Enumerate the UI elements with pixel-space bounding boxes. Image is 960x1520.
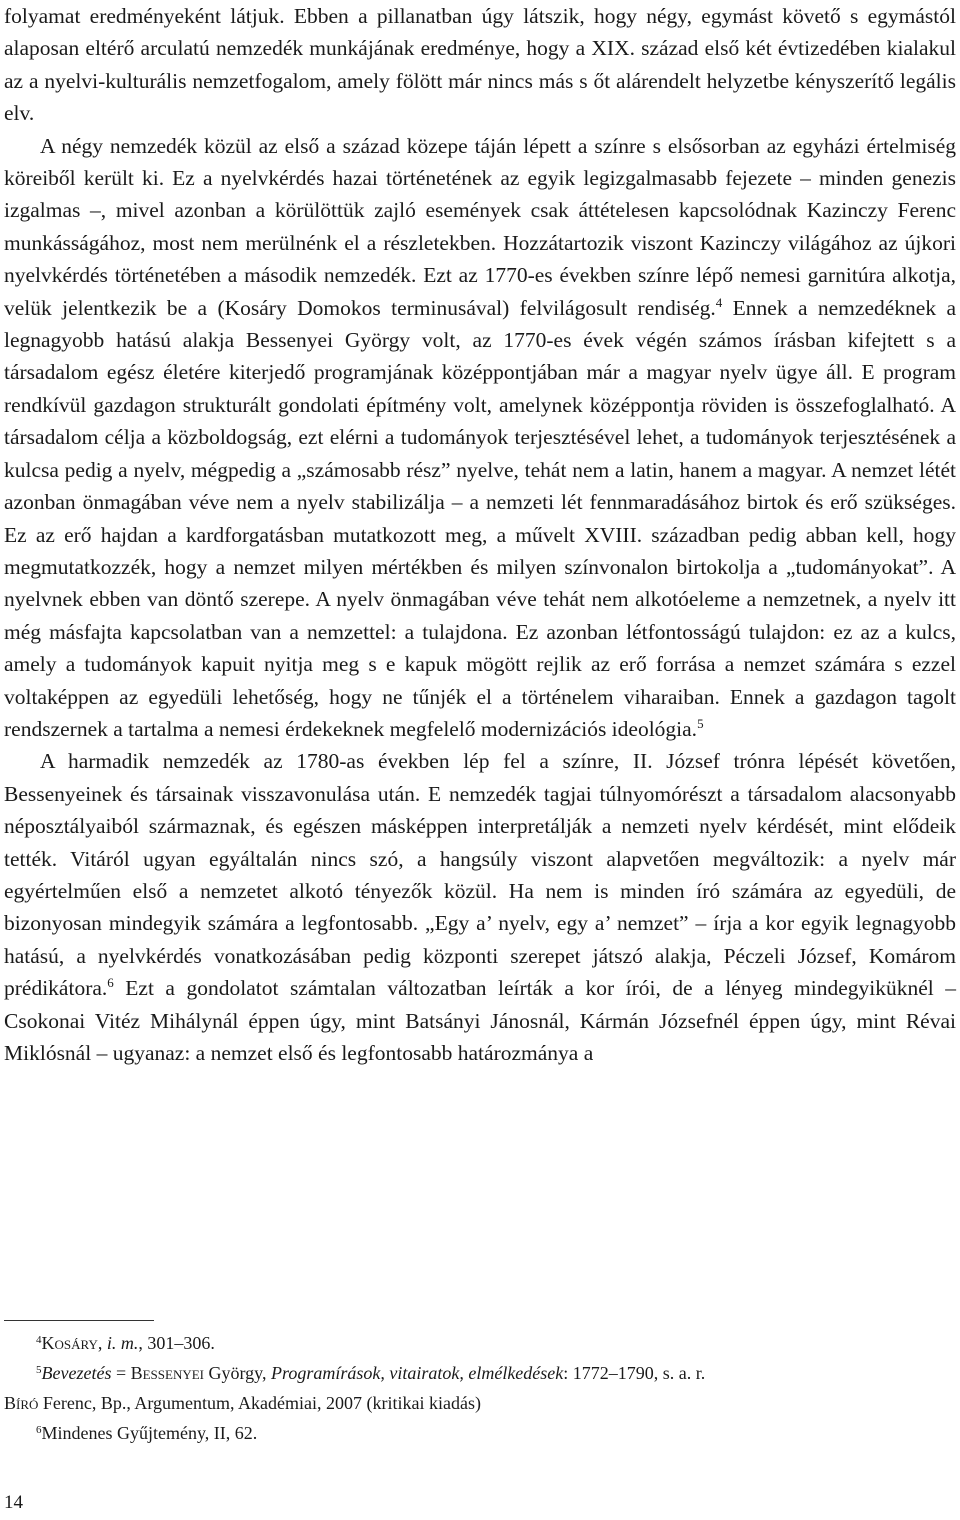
footnote-6 xyxy=(4,1418,956,1448)
footnote-divider xyxy=(4,1320,154,1321)
footnote-editor: Bíró xyxy=(4,1393,39,1413)
footnote-ref-5[interactable]: 5 xyxy=(697,715,704,731)
paragraph xyxy=(4,130,956,746)
footnote-number: 5 xyxy=(36,1364,42,1376)
footnote-number: 4 xyxy=(36,1334,42,1346)
paragraph-text: Ezt a gondolatot számtalan változatban leírták a kor írói, de a lényeg mindegyiküknél – Csokonai Vitéz Mihálynál éppen úgy, mint Batsányi Jánosnál, Kármán Józsefnél éppen úgy, mint Révai Miklósnál – ugyanaz: a nemzet első és legfontosabb határozmánya a xyxy=(4,976,956,1065)
footnote-5 xyxy=(4,1358,956,1388)
paragraph-text: folyamat eredményeként látjuk. Ebben a pillanatban úgy látszik, hogy négy, egymást követő s egymástól alaposan eltérő arculatú nemzedék munkájának eredménye, hogy a XIX. század első két évtizedében kialakul az a nyelvi-kulturális nemzetfogalom, amely fölött már nincs más s őt alárendelt helyzetbe kényszerítő legális elv. xyxy=(4,4,956,126)
footnote-title: Bevezetés xyxy=(41,1363,112,1383)
footnote-text: Mindenes Gyűjtemény, II, 62. xyxy=(41,1423,258,1443)
footnote-text: : 1772–1790, s. a. r. xyxy=(563,1363,706,1383)
footnote-author: Kosáry xyxy=(41,1333,98,1353)
footnote-5-continuation xyxy=(4,1388,956,1418)
paragraph-text: Ennek a nemzedéknek a legnagyobb hatású alakja Bessenyei György volt, az 1770-es évek végén számos írásban kifejtett s a társadalom egész életére kiterjedő programjának középpontjában már a magyar nyelv ügye áll. E program rendkívül gazdagon strukturált gondolati építmény volt, amelynek középpontja röviden is összefoglalható. A társadalom célja a közboldogság, ezt elérni a tudományok terjesztésével lehet, a tudományok terjesztésének a kulcsa pedig a nyelv, mégpedig a „számosabb rész” nyelve, tehát nem a latin, hanem a magyar. A nemzet létét azonban önmagában véve nem a nyelv stabilizálja – a nemzeti lét fennmaradásához birtok és erő szükséges. Ez az erő hajdan a kardforgatásban mutatkozott meg, a művelt XVIII. században pedig abban kell, hogy megmutatkozzék, hogy a nemzet milyen mértékben és milyen színvonalon birtokolja a „tudományokat”. A nyelvnek ebben van döntő szerepe. A nyelv önmagában véve tehát nem alkotóeleme a nemzetnek, a nyelv itt még másfajta kapcsolatban van a nemzettel: a tulajdona. Ez azonban létfontosságú tulajdon: ez az a kulcs, amely a tudományok kapuit nyitja meg s e kapuk mögött rejlik az erő forrása a nemzet számára s ezzel voltaképpen az egyedüli lehetőség, hogy ne tűnjék el a történelem viharaiban. Ennek a gazdagon tagolt rendszernek a tartalma a nemesi érdekeknek megfelelő modernizációs ideológia. xyxy=(4,295,957,741)
footnote-text: György, xyxy=(204,1363,272,1383)
paragraph-text: A négy nemzedék közül az első a század közepe táján lépett a színre s elsősorban az egyházi értelmiség köreiből került ki. Ez a nyelvkérdés hazai történetének az egyik legizgalmasabb fejezete – minden genezis izgalmas –, mivel azonban a körülöttük zajló események csak áttételesen kapcsolódnak Kazinczy Ferenc munkásságához, most nem merülnénk el a részletekben. Hozzátartozik viszont Kazinczy világához az újkori nyelvkérdés történetében a második nemzedék. Ezt az 1770-es években színre lépő nemesi garnitúra alkotja, velük jelentkezik be a (Kosáry Domokos terminusával) felvilágosult rendiség. xyxy=(4,133,956,320)
footnote-number: 6 xyxy=(36,1424,42,1436)
footnote-ref-abbrev: i. m. xyxy=(106,1333,139,1353)
main-text xyxy=(4,0,956,1069)
footnote-text: Ferenc, Bp., Argumentum, Akadémiai, 2007 (kritikai kiadás) xyxy=(38,1393,481,1413)
footnote-ref-6[interactable]: 6 xyxy=(107,975,114,991)
footnote-text: = xyxy=(111,1363,131,1383)
footnote-text: , 301–306. xyxy=(138,1333,215,1353)
footnote-4: $^4$Kosáry, i. m., 301–306. xyxy=(36,1333,215,1353)
footnote-work-title: Programírások, vitairatok, elmélkedések xyxy=(271,1363,564,1383)
paragraph-continuation xyxy=(4,0,956,130)
paragraph xyxy=(4,745,956,1069)
page-number: 14 xyxy=(4,1492,23,1513)
paragraph-text: A harmadik nemzedék az 1780-as években lép fel a színre, II. József trónra lépését követően, Bessenyeinek és társainak visszavonulása után. E nemzedék tagjai túlnyomórészt a társadalom alacsonyabb néposztályaiból származnak, és egészen másképpen interpretálják a nemzeti nyelv kérdését, mint elődeik tették. Vitáról ugyan egyáltalán nincs szó, a hangsúly viszont alapvetően megváltozik: a nyelv már egyértelműen első a nemzetet alkotó tényezők közül. Ha nem is minden író számára az egyedüli, de bizonyosan mindegyik számára a legfontosabb. „Egy a’ nyelv, egy a’ nemzet” – írja a kor egyik legnagyobb hatású, a nyelvkérdés vonatkozásában pedig központi szerepet játszó alakja, Péczeli József, Komárom prédikátora. xyxy=(4,749,956,1001)
footnote-author: Bessenyei xyxy=(130,1363,205,1383)
footnote-ref-4[interactable]: 4 xyxy=(715,294,723,310)
footnotes xyxy=(4,1328,956,1448)
